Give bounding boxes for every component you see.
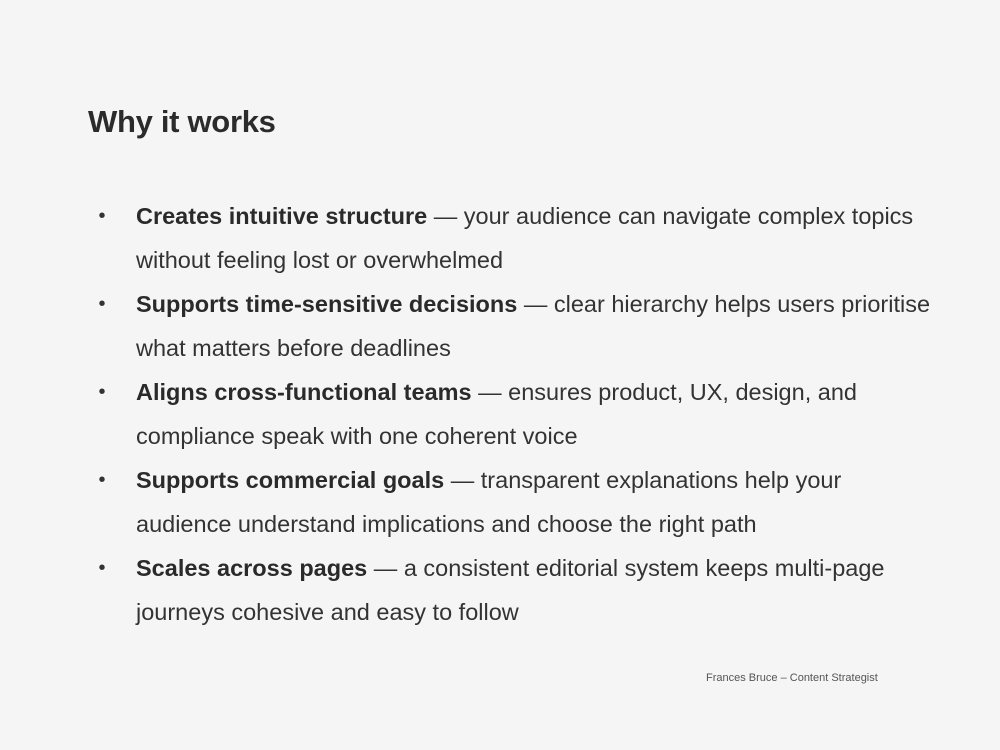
bullet-icon: • bbox=[98, 205, 106, 227]
bullet-heading: Aligns cross-functional teams bbox=[136, 379, 472, 405]
list-item bbox=[96, 282, 936, 370]
benefits-list bbox=[96, 194, 936, 634]
author-credit: Frances Bruce – Content Strategist bbox=[706, 672, 878, 684]
bullet-separator: — bbox=[367, 555, 404, 581]
bullet-separator: — bbox=[471, 379, 509, 405]
bullet-icon: • bbox=[98, 557, 106, 579]
bullet-icon: • bbox=[98, 381, 106, 403]
list-item bbox=[96, 546, 936, 634]
list-item bbox=[96, 370, 936, 458]
bullet-icon: • bbox=[98, 293, 106, 315]
bullet-text: transparent explanations help your audience understand implications and choose the right path bbox=[136, 467, 842, 537]
bullet-heading: Scales across pages bbox=[136, 555, 368, 581]
list-item bbox=[96, 194, 936, 282]
bullet-text: a consistent editorial system keeps multi-page journeys cohesive and easy to follow bbox=[136, 555, 885, 625]
bullet-heading: Supports time-sensitive decisions bbox=[136, 291, 518, 317]
bullet-heading: Supports commercial goals bbox=[136, 467, 445, 493]
slide-title: Why it works bbox=[88, 104, 276, 139]
bullet-text: ensures product, UX, design, and compliance speak with one coherent voice bbox=[136, 379, 857, 449]
list-item bbox=[96, 458, 936, 546]
bullet-text: clear hierarchy helps users prioritise what matters before deadlines bbox=[136, 291, 931, 361]
bullet-separator: — bbox=[444, 467, 481, 493]
bullet-icon: • bbox=[98, 469, 106, 491]
bullet-separator: — bbox=[427, 203, 464, 229]
bullet-separator: — bbox=[517, 291, 554, 317]
bullet-text: your audience can navigate complex topics without feeling lost or overwhelmed bbox=[136, 203, 914, 273]
bullet-heading: Creates intuitive structure bbox=[136, 203, 428, 229]
